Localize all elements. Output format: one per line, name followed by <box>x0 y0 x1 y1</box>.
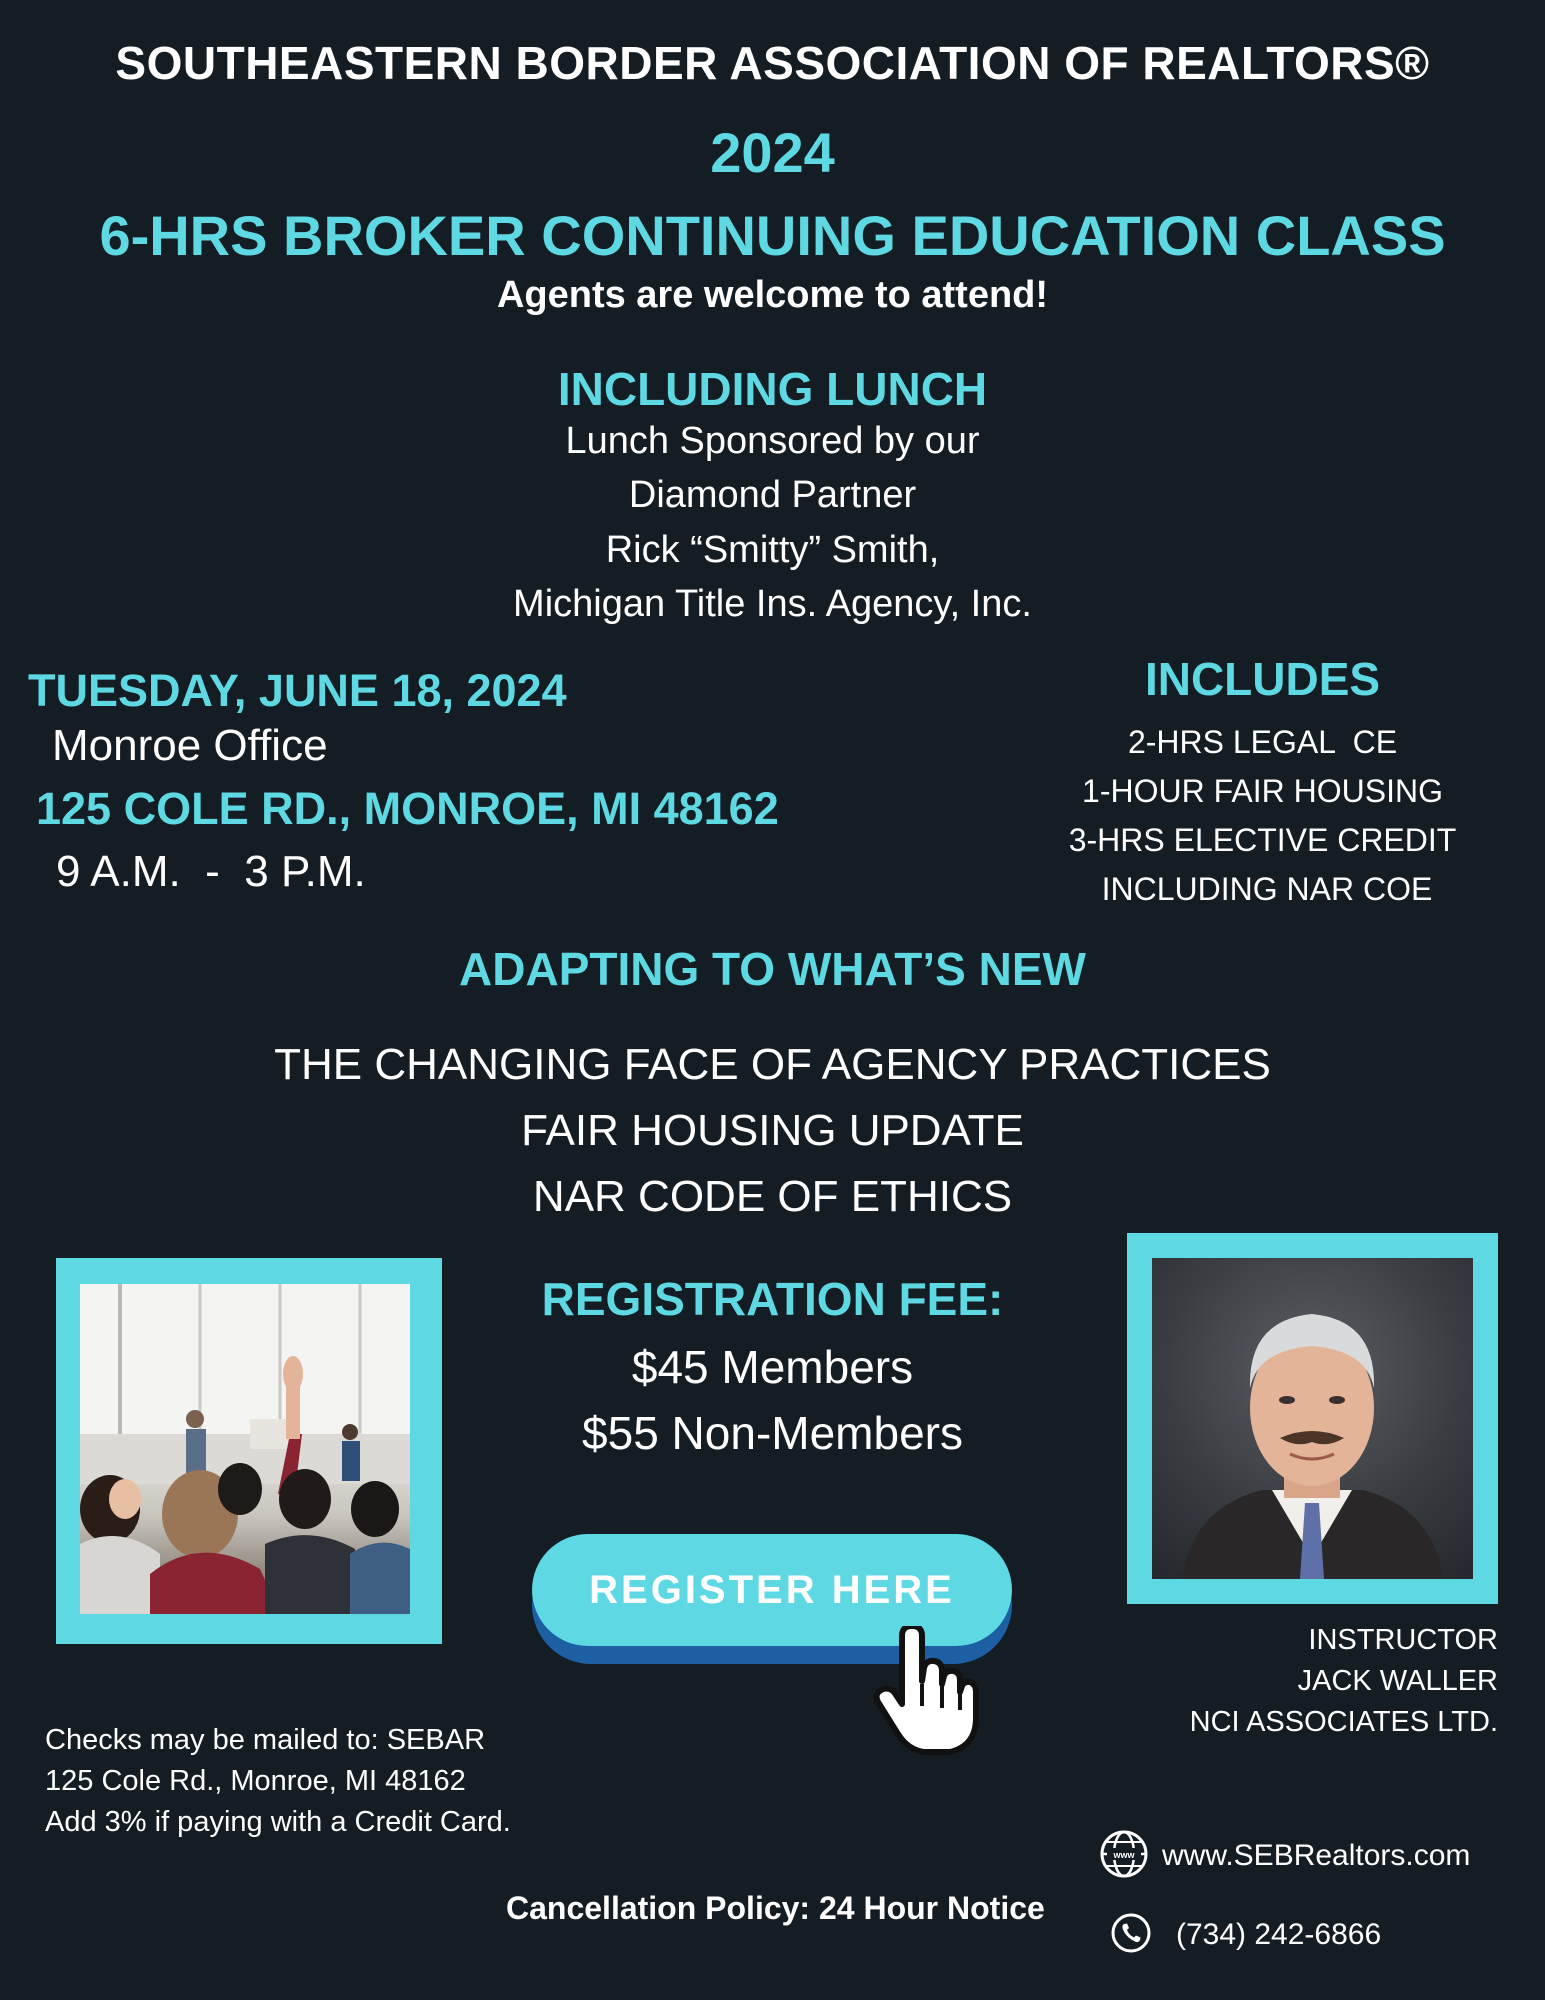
event-details <box>28 665 848 897</box>
includes-panel <box>1020 652 1505 914</box>
payment-line: Add 3% if paying with a Credit Card. <box>45 1806 511 1838</box>
phone-icon <box>1110 1912 1152 1959</box>
fee-members: $45 Members <box>631 1341 914 1393</box>
payment-info <box>45 1720 665 1843</box>
payment-line: Checks may be mailed to: SEBAR <box>45 1724 486 1756</box>
register-button[interactable]: REGISTER HERE <box>532 1534 1012 1646</box>
phone-row[interactable] <box>1110 1910 1381 1960</box>
includes-item: 1-HOUR FAIR HOUSING <box>1082 773 1443 809</box>
instructor-label: INSTRUCTOR <box>1308 1624 1498 1656</box>
includes-item: 3-HRS ELECTIVE CREDIT <box>1068 822 1457 858</box>
lunch-line: Michigan Title Ins. Agency, Inc. <box>513 583 1032 625</box>
globe-icon <box>1098 1828 1150 1885</box>
includes-item: 2-HRS LEGAL CE <box>1127 724 1398 760</box>
includes-heading: INCLUDES <box>1144 653 1381 705</box>
welcome-text: Agents are welcome to attend! <box>496 274 1049 316</box>
instructor-info <box>1100 1620 1498 1743</box>
phone-number[interactable]: (734) 242-6866 <box>1176 1918 1382 1951</box>
topic-list <box>0 1032 1545 1230</box>
event-address: 125 COLE RD., MONROE, MI 48162 <box>36 783 779 834</box>
instructor-photo-frame <box>1127 1233 1498 1604</box>
topic-item: FAIR HOUSING UPDATE <box>521 1106 1024 1155</box>
lunch-line: Rick “Smitty” Smith, <box>605 529 940 571</box>
program-heading: ADAPTING TO WHAT’S NEW <box>459 943 1086 995</box>
website-link[interactable]: www.SEBRealtors.com <box>1162 1839 1471 1872</box>
lunch-line: Lunch Sponsored by our <box>565 420 980 462</box>
fee-non-members: $55 Non-Members <box>582 1407 963 1459</box>
lunch-line: Diamond Partner <box>628 474 917 516</box>
registration-heading: REGISTRATION FEE: <box>541 1273 1004 1325</box>
lunch-heading: INCLUDING LUNCH <box>557 363 988 415</box>
class-title: 6-HRS BROKER CONTINUING EDUCATION CLASS <box>99 204 1446 267</box>
cancellation-policy: Cancellation Policy: 24 Hour Notice <box>506 1890 1045 1926</box>
instructor-photo <box>1152 1258 1473 1579</box>
event-year: 2024 <box>710 121 835 184</box>
event-office: Monroe Office <box>52 721 328 770</box>
organization-title: SOUTHEASTERN BORDER ASSOCIATION OF REALTORS® <box>115 37 1430 89</box>
instructor-name: JACK WALLER <box>1297 1665 1498 1697</box>
globe-icon-text: www <box>1113 1849 1135 1860</box>
topic-item: THE CHANGING FACE OF AGENCY PRACTICES <box>274 1040 1271 1089</box>
topic-item: NAR CODE OF ETHICS <box>532 1172 1013 1221</box>
pointer-hand-icon <box>872 1626 982 1756</box>
event-date: TUESDAY, JUNE 18, 2024 <box>28 665 567 716</box>
instructor-company: NCI ASSOCIATES LTD. <box>1189 1706 1498 1738</box>
website-row[interactable] <box>1098 1831 1470 1881</box>
payment-line: 125 Cole Rd., Monroe, MI 48162 <box>45 1765 466 1797</box>
includes-item: INCLUDING NAR COE <box>1092 871 1433 907</box>
event-hours: 9 A.M. - 3 P.M. <box>56 847 366 896</box>
